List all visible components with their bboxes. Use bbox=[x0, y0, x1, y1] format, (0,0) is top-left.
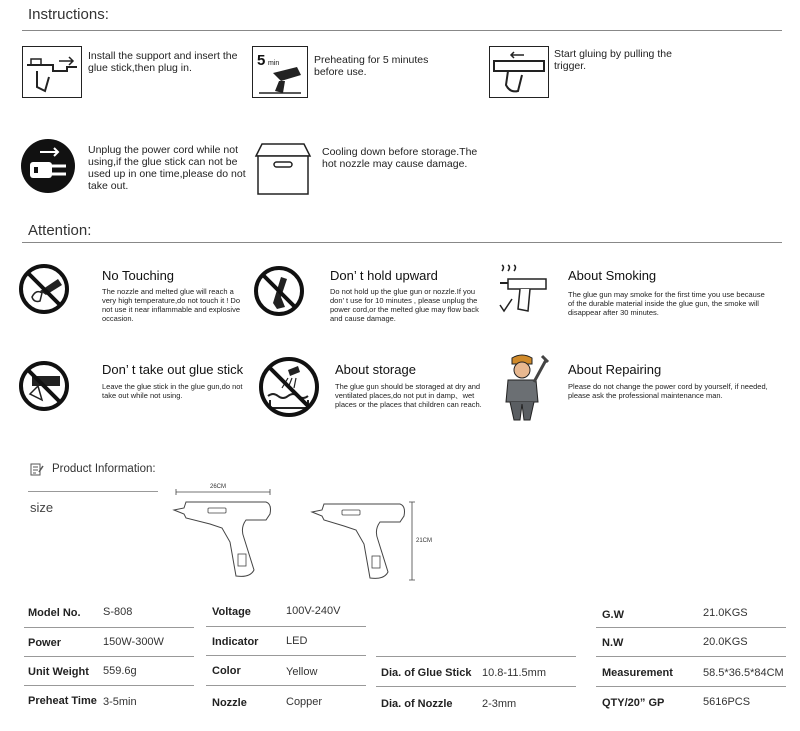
spec-row-divider bbox=[206, 685, 366, 686]
spec-nozzle-label: Nozzle bbox=[212, 697, 247, 709]
spec-row-divider bbox=[596, 686, 786, 687]
size-label: size bbox=[30, 500, 54, 515]
spec-gw-value: 21.0KGS bbox=[703, 607, 748, 619]
attention-no-touching-title: No Touching bbox=[102, 268, 175, 283]
step-preheat-text: Preheating for 5 minutes before use. bbox=[314, 54, 429, 78]
spec-row-divider bbox=[24, 627, 194, 628]
spec-preheat-label: Preheat Time bbox=[28, 695, 97, 707]
spec-row-divider bbox=[24, 656, 194, 657]
preheat-badge-number: 5 bbox=[257, 52, 266, 69]
spec-power-label: Power bbox=[28, 637, 62, 649]
attention-divider bbox=[22, 242, 782, 243]
spec-nozzle-value: Copper bbox=[286, 696, 323, 708]
attention-smoking-title: About Smoking bbox=[568, 268, 657, 283]
instructions-title: Instructions: bbox=[28, 6, 109, 23]
attention-upward-desc: Do not hold up the glue gun or nozzle.If you don’ t use for 10 minutes , please unplug the power cord,or the melted glue may flow back and cause damage. bbox=[330, 287, 479, 323]
spec-weight-label: Unit Weight bbox=[28, 666, 89, 678]
product-info-divider bbox=[28, 491, 158, 492]
spec-row-divider bbox=[376, 656, 576, 657]
attention-repairing-title: About Repairing bbox=[568, 362, 662, 377]
spec-indicator-value: LED bbox=[286, 635, 308, 647]
width-dimension-label: 26CM bbox=[210, 484, 227, 490]
spec-nw-value: 20.0KGS bbox=[703, 636, 748, 648]
spec-row-divider bbox=[596, 627, 786, 628]
step-unplug-text: Unplug the power cord while not using,if the glue stick can not be used up in one time,please do not take out. bbox=[88, 144, 246, 192]
spec-weight-value: 559.6g bbox=[103, 665, 137, 677]
spec-qty-value: 5616PCS bbox=[703, 696, 751, 708]
instructions-divider bbox=[22, 30, 782, 31]
spec-nw-label: N.W bbox=[602, 637, 624, 649]
spec-preheat-value: 3-5min bbox=[103, 696, 137, 708]
glue-gun-height-diagram bbox=[308, 484, 438, 584]
attention-take-out-desc: Leave the glue stick in the glue gun,do not take out while not using. bbox=[102, 382, 243, 400]
step-trigger-text: Start gluing by pulling the trigger. bbox=[554, 48, 672, 72]
spec-measurement-label: Measurement bbox=[602, 667, 673, 679]
attention-title: Attention: bbox=[28, 222, 92, 239]
no-water-icon bbox=[258, 356, 320, 418]
spec-qty-label: QTY/20” GP bbox=[602, 697, 665, 709]
repairman-icon bbox=[494, 352, 550, 424]
attention-upward-title: Don’ t hold upward bbox=[330, 268, 438, 283]
document-edit-icon bbox=[30, 462, 44, 476]
spec-nozzle-dia-value: 2-3mm bbox=[482, 698, 517, 710]
attention-storage-desc: The glue gun should be storaged at dry and ventilated places,do not put in damp、wet places or the places that children can reach. bbox=[335, 382, 482, 409]
spec-power-value: 150W-300W bbox=[103, 636, 164, 648]
attention-storage-title: About storage bbox=[335, 362, 416, 377]
spec-row-divider bbox=[206, 655, 366, 656]
attention-repairing-desc: Please do not change the power cord by yourself, if needed, please ask the professional maintenance man. bbox=[568, 382, 768, 400]
smoking-gun-icon bbox=[492, 263, 552, 319]
preheat-5min-icon bbox=[252, 46, 308, 98]
step-cooling-text: Cooling down before storage.The hot nozzle may cause damage. bbox=[322, 146, 478, 170]
spec-model-value: S-808 bbox=[103, 606, 133, 618]
spec-indicator-label: Indicator bbox=[212, 636, 259, 648]
trigger-pull-icon bbox=[489, 46, 549, 98]
spec-gw-label: G.W bbox=[602, 609, 624, 621]
attention-take-out-title: Don’ t take out glue stick bbox=[102, 362, 244, 377]
height-dimension-label: 21CM bbox=[416, 538, 433, 544]
spec-row-divider bbox=[376, 686, 576, 687]
glue-gun-width-diagram bbox=[170, 478, 280, 586]
spec-color-label: Color bbox=[212, 665, 241, 677]
spec-glue-stick-label: Dia. of Glue Stick bbox=[381, 667, 472, 679]
spec-nozzle-dia-label: Dia. of Nozzle bbox=[381, 698, 453, 710]
spec-measurement-value: 58.5*36.5*84CM bbox=[703, 667, 784, 679]
attention-no-touching-desc: The nozzle and melted glue will reach a very high temperature,do not touch it ! Do not use it near inflammable and explosive occasion. bbox=[102, 287, 240, 323]
spec-model-label: Model No. bbox=[28, 607, 81, 619]
storage-box-icon bbox=[252, 140, 314, 196]
unplug-icon bbox=[20, 138, 76, 194]
step-install-text: Install the support and insert the glue stick,then plug in. bbox=[88, 50, 238, 74]
spec-row-divider bbox=[206, 626, 366, 627]
spec-glue-stick-value: 10.8-11.5mm bbox=[482, 667, 546, 679]
product-info-title: Product Information: bbox=[52, 463, 156, 475]
no-upward-icon bbox=[253, 265, 305, 317]
glue-gun-insert-icon bbox=[22, 46, 82, 98]
spec-row-divider bbox=[24, 685, 194, 686]
spec-voltage-label: Voltage bbox=[212, 606, 251, 618]
no-touching-icon bbox=[18, 263, 70, 315]
spec-color-value: Yellow bbox=[286, 666, 318, 678]
spec-voltage-value: 100V-240V bbox=[286, 605, 341, 617]
preheat-badge-unit: min bbox=[268, 60, 280, 67]
attention-smoking-desc: The glue gun may smoke for the first time you use because of the durable material inside the glue gun, the smoke will disappear after 30 minutes. bbox=[568, 290, 765, 317]
spec-row-divider bbox=[596, 656, 786, 657]
no-take-out-icon bbox=[18, 360, 70, 412]
